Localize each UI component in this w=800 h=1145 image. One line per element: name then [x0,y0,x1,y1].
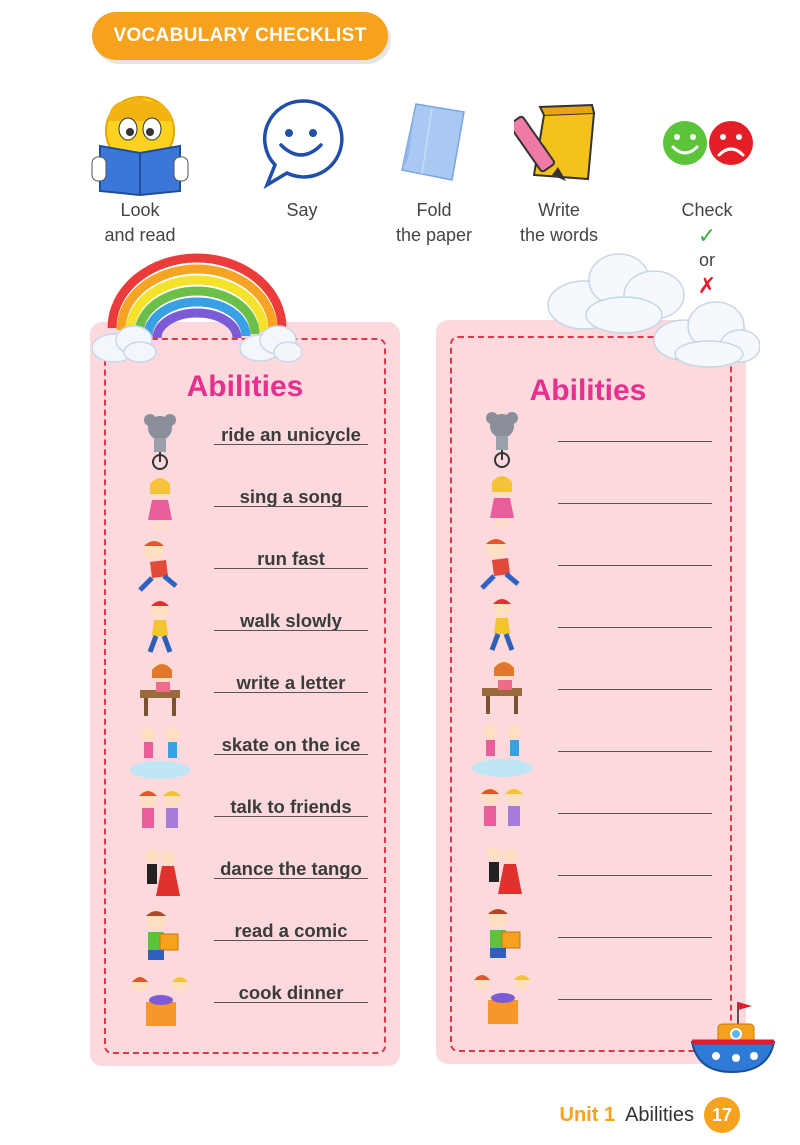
checklist-row [436,408,746,470]
checklist-row [90,596,400,658]
card-title: Abilities [186,370,304,403]
checklist-row [90,968,400,1030]
word-underline [214,692,368,693]
page-footer [560,1097,740,1133]
step-label: Write the words [519,200,599,245]
step-look-read [70,88,210,248]
write-in-line[interactable] [558,503,712,504]
rainbow-icon [92,248,302,368]
look-and-read-icon [90,91,190,196]
word-underline [214,630,368,631]
word-underline [214,568,368,569]
step-write [489,88,629,248]
word-underline [214,940,368,941]
tick-icon: ✓ [697,223,717,248]
vocabulary-word: dance the tango [220,858,362,879]
vocabulary-word: walk slowly [240,610,342,631]
boy-running-icon [472,532,532,592]
kids-cooking-icon [130,968,190,1028]
write-in-line[interactable] [558,441,712,442]
checklist-row [436,656,746,718]
kids-skating-icon [130,720,190,780]
write-in-line[interactable] [558,875,712,876]
vocabulary-word: read a comic [234,920,348,941]
checklist-row [436,780,746,842]
checklist-row [90,906,400,968]
checklist-header [92,12,388,60]
word-underline [214,816,368,817]
koala-unicycle-icon [472,408,532,468]
word-underline [214,506,368,507]
step-fold [364,88,504,248]
write-in-line[interactable] [558,813,712,814]
checklist-row [90,782,400,844]
boy-running-icon [130,534,190,594]
card-title: Abilities [529,374,647,407]
boy-reading-icon [472,904,532,964]
checklist-row [90,472,400,534]
kids-skating-icon [472,718,532,778]
checklist-row [436,470,746,532]
step-label: Check ✓ or ✗ [637,198,777,298]
check-faces-icon [657,113,757,173]
checklist-row [90,410,400,472]
write-in-line[interactable] [558,751,712,752]
step-say [232,88,372,223]
toy-boat-icon [688,998,778,1078]
girls-talking-icon [130,782,190,842]
koala-unicycle-icon [130,410,190,470]
word-underline [214,878,368,879]
couple-dancing-icon [472,842,532,902]
write-in-line[interactable] [558,565,712,566]
girl-writing-icon [472,656,532,716]
checklist-row [436,532,746,594]
step-label: Say [286,200,318,220]
boy-walking-icon [130,596,190,656]
girl-writing-icon [130,658,190,718]
vocabulary-word: talk to friends [230,796,352,817]
right-bookmark-card [436,320,746,1064]
girls-talking-icon [472,780,532,840]
checklist-title: VOCABULARY CHECKLIST [113,25,367,46]
write-in-line[interactable] [558,627,712,628]
word-underline [214,444,368,445]
checklist-row [436,718,746,780]
checklist-row [436,904,746,966]
write-icon [514,95,604,191]
checklist-row [436,842,746,904]
unit-label: Unit 1 [559,1103,616,1126]
write-in-line[interactable] [558,689,712,690]
vocabulary-word: sing a song [239,486,343,507]
boy-walking-icon [472,594,532,654]
couple-dancing-icon [130,844,190,904]
checklist-row [436,594,746,656]
write-in-line[interactable] [558,937,712,938]
say-icon [257,95,347,191]
word-underline [214,1002,368,1003]
fold-paper-icon [394,98,474,188]
vocabulary-word: cook dinner [238,982,344,1003]
checklist-row [90,844,400,906]
cross-icon: ✗ [697,273,717,298]
vocabulary-word: skate on the ice [221,734,361,755]
kids-cooking-icon [472,966,532,1026]
cloud-icon [544,250,760,370]
step-label: Fold the paper [395,200,473,245]
vocabulary-word: run fast [257,548,325,569]
checklist-row [90,658,400,720]
unit-name: Abilities [625,1103,694,1126]
vocabulary-word: ride an unicycle [221,424,361,445]
checklist-row [90,534,400,596]
page-number: 17 [704,1097,740,1133]
left-bookmark-card [90,322,400,1066]
girl-singing-icon [472,470,532,530]
vocabulary-word: write a letter [236,672,346,693]
checklist-row [90,720,400,782]
boy-reading-icon [130,906,190,966]
girl-singing-icon [130,472,190,532]
word-underline [214,754,368,755]
step-label: Look and read [104,200,176,245]
